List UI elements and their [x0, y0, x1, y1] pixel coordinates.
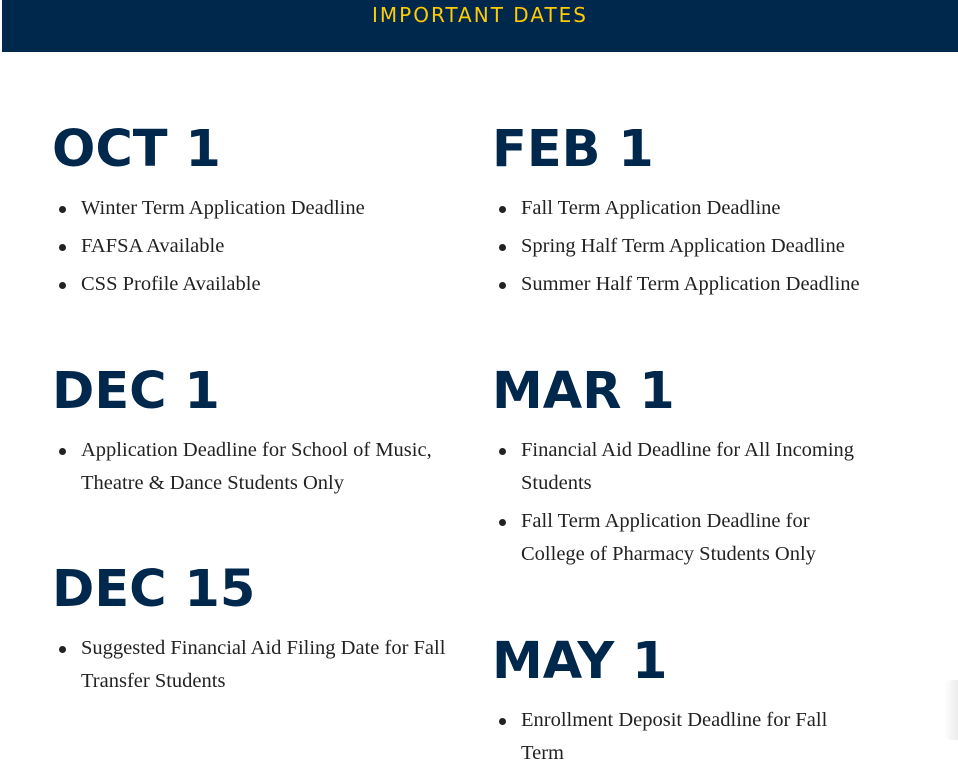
deadline-item: Financial Aid Deadline for All Incoming Students — [521, 434, 872, 500]
deadline-item: Summer Half Term Application Deadline — [521, 268, 912, 301]
deadline-item: Fall Term Application Deadline for College of Pharmacy Students Only — [521, 505, 872, 571]
date-block — [492, 362, 872, 576]
deadline-item: CSS Profile Available — [81, 268, 452, 301]
floating-widget-edge — [944, 680, 958, 740]
date-block — [52, 362, 452, 505]
date-heading: MAY 1 — [492, 632, 668, 691]
deadline-list — [52, 192, 452, 301]
deadline-list — [52, 434, 452, 500]
date-heading: DEC 1 — [52, 362, 220, 421]
deadline-item: FAFSA Available — [81, 230, 452, 263]
date-heading: DEC 15 — [52, 560, 256, 619]
date-block — [52, 560, 452, 703]
date-block — [52, 120, 452, 306]
deadline-item: Suggested Financial Aid Filing Date for Fall Transfer Students — [81, 632, 452, 698]
deadline-item: Enrollment Deposit Deadline for Fall Term — [521, 704, 872, 770]
date-block — [492, 120, 912, 306]
date-heading: FEB 1 — [492, 120, 654, 179]
deadline-list — [492, 704, 872, 770]
deadline-item: Application Deadline for School of Music, Theatre & Dance Students Only — [81, 434, 452, 500]
date-heading: OCT 1 — [52, 120, 221, 179]
deadline-item: Fall Term Application Deadline — [521, 192, 912, 225]
deadline-item: Winter Term Application Deadline — [81, 192, 452, 225]
deadline-list — [52, 632, 452, 698]
important-dates-banner — [2, 0, 958, 52]
deadline-list — [492, 192, 912, 301]
deadline-list — [492, 434, 872, 571]
date-heading: MAR 1 — [492, 362, 675, 421]
deadline-item: Spring Half Term Application Deadline — [521, 230, 912, 263]
section-title: IMPORTANT DATES — [371, 3, 588, 27]
date-block — [492, 632, 872, 775]
